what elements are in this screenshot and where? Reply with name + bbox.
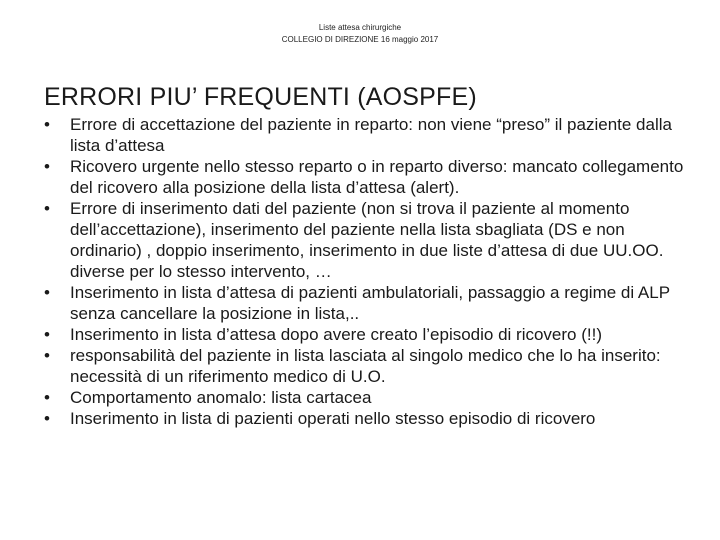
bullet-dot-icon: •	[44, 157, 50, 176]
bullet-text: responsabilità del paziente in lista lasciata al singolo medico che lo ha inserito: necessità di un riferimento medico di U.O.	[70, 346, 661, 386]
bullet-text: Ricovero urgente nello stesso reparto o in reparto diverso: mancato collegamento del ricovero alla posizione della lista d’attesa (alert).	[70, 157, 684, 197]
bullet-dot-icon: •	[44, 199, 50, 218]
header-line-2: COLLEGIO DI DIREZIONE 16 maggio 2017	[281, 35, 439, 44]
bullet-list	[44, 114, 699, 429]
bullet-item	[44, 408, 699, 429]
bullet-item	[44, 282, 699, 324]
bullet-dot-icon: •	[44, 283, 50, 302]
bullet-item	[44, 114, 699, 156]
bullet-text: Errore di accettazione del paziente in reparto: non viene “preso” il paziente dalla lista d’attesa	[70, 115, 672, 155]
slide-header	[0, 22, 720, 46]
bullet-dot-icon: •	[44, 346, 50, 365]
bullet-text: Errore di inserimento dati del paziente (non si trova il paziente al momento dell’accettazione), inserimento del paziente nella lista sbagliata (DS e non ordinario) , doppio inserimento, inserimento in due liste d’attesa di due UU.OO. diverse per lo stesso intervento, …	[70, 199, 664, 281]
bullet-item	[44, 324, 699, 345]
bullet-item	[44, 156, 699, 198]
bullet-dot-icon: •	[44, 388, 50, 407]
bullet-dot-icon: •	[44, 409, 50, 428]
bullet-text: Inserimento in lista d’attesa dopo avere creato l’episodio di ricovero (!!)	[70, 325, 602, 344]
bullet-item	[44, 387, 699, 408]
bullet-item	[44, 198, 699, 282]
bullet-text: Inserimento in lista d’attesa di pazienti ambulatoriali, passaggio a regime di ALP senza cancellare la posizione in lista,..	[70, 283, 670, 323]
bullet-item	[44, 345, 699, 387]
slide-title: ERRORI PIU’ FREQUENTI (AOSPFE)	[44, 83, 477, 111]
bullet-dot-icon: •	[44, 325, 50, 344]
bullet-text: Inserimento in lista di pazienti operati nello stesso episodio di ricovero	[70, 409, 596, 428]
bullet-dot-icon: •	[44, 115, 50, 134]
bullet-text: Comportamento anomalo: lista cartacea	[70, 388, 372, 407]
header-line-1: Liste attesa chirurgiche	[318, 23, 402, 32]
